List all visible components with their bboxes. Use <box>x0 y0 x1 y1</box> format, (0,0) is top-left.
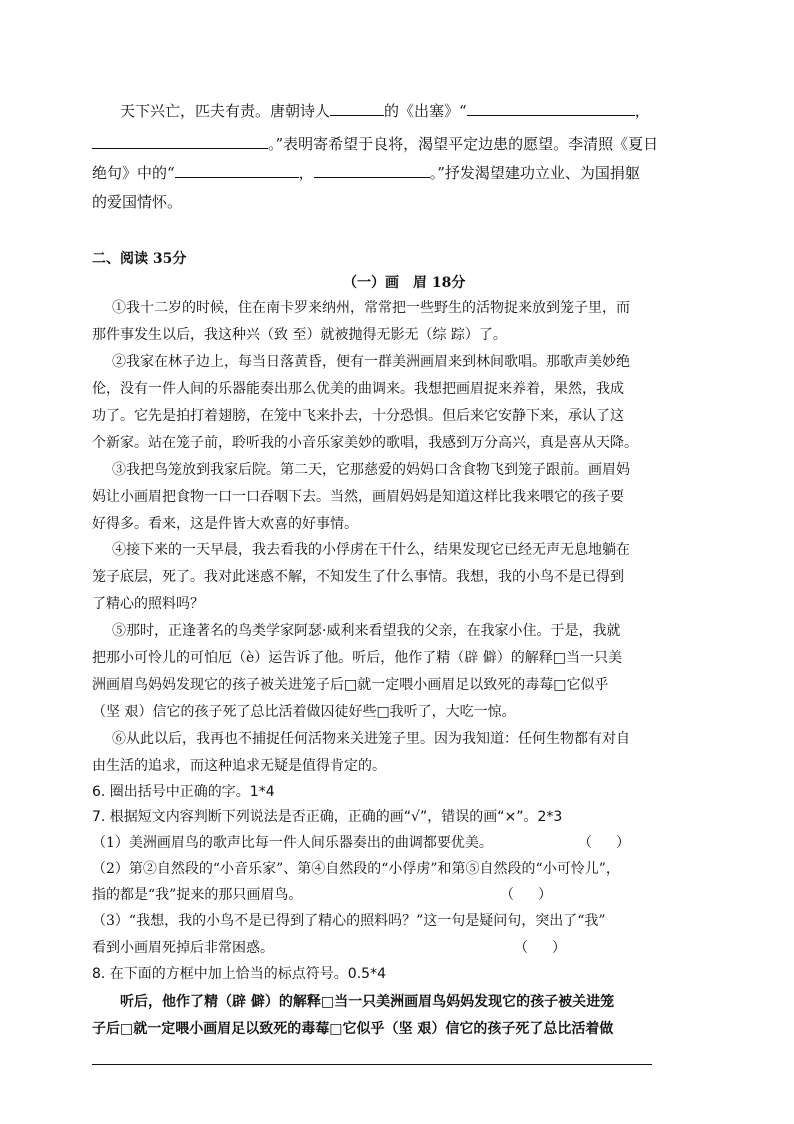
passage-line: ③我把鸟笼放到我家后院。第二天，它那慈爱的妈妈口含食物飞到笼子跟前。画眉妈 <box>112 462 630 478</box>
passage-line: 洲画眉鸟妈妈发现它的孩子被关进笼子后□就一定喂小画眉足以致死的毒莓□它似乎 <box>92 677 609 693</box>
question-6: 6. 圈出括号中正确的字。1*4 <box>92 784 275 800</box>
passage-line: 笼子底层，死了。我对此迷惑不解，不知发生了什么事情。我想，我的小鸟不是已得到 <box>92 569 624 585</box>
passage-line: 那件事发生以后，我这种兴（致 至）就被抛得无影无（综 踪）了。 <box>92 327 507 343</box>
passage-line: 功了。它先是拍打着翅膀，在笼中飞来扑去，十分恐惧。但后来它安静下来，承认了这 <box>92 408 624 424</box>
question-7-item-1 <box>92 832 493 852</box>
passage-line: 了精心的照料吗？ <box>92 596 204 612</box>
answer-blank-poet[interactable] <box>330 101 384 116</box>
answer-blank-verse-2[interactable] <box>92 134 268 149</box>
question-7: 7. 根据短文内容判断下列说法是否正确，正确的画“√”，错误的画“×”。2*3 <box>92 809 563 825</box>
question-7-item-2: （2）第②自然段的“小音乐家”、第④自然段的“小俘虏”和第⑤自然段的“小可怜儿”， <box>92 861 620 877</box>
fill-in-text: 绝句》中的“ <box>92 164 175 182</box>
section-heading: 二、阅读 35分 <box>92 251 187 267</box>
passage-line: ④接下来的一天早晨，我去看我的小俘虏在干什么，结果发现它已经无声无息地躺在 <box>112 542 630 558</box>
fill-in-text: 天下兴亡，匹夫有责。唐朝诗人 <box>120 102 331 120</box>
question-7-item-3-cont: 看到小画眉死掉后非常困惑。 <box>92 940 274 956</box>
fill-in-line-3 <box>92 162 640 183</box>
fill-in-text: 。”抒发渴望建功立业、为国捐躯 <box>429 164 640 182</box>
passage-line: ⑤那时，正逢著名的鸟类学家阿瑟·威利来看望我的父亲，在我家小住。于是，我就 <box>112 623 621 639</box>
answer-paren-3[interactable] <box>514 937 590 957</box>
fill-in-text: ， <box>634 102 650 120</box>
passage-line: ②我家在林子边上，每当日落黄昏，便有一群美洲画眉来到林间歌唱。那歌声美妙绝 <box>112 354 630 370</box>
question-7-item-2-cont: 指的都是“我”捉来的那只画眉鸟。 <box>92 887 303 903</box>
answer-blank-verse-3[interactable] <box>175 163 299 178</box>
answer-blank-verse-4[interactable] <box>314 163 430 178</box>
passage-line: （坚 艰）信它的孩子死了总比活着做囚徒好些□我听了，大吃一惊。 <box>92 704 516 720</box>
paren-text: （） <box>514 940 590 956</box>
punctuation-passage-line: 子后□就一定喂小画眉足以致死的毒莓□它似乎（坚 艰）信它的孩子死了总比活着做 <box>92 1021 614 1037</box>
passage-line: ⑥从此以后，我再也不捕捉任何活物来关进笼子里。因为我知道：任何生物都有对自 <box>112 731 630 747</box>
question-7-item-3: （3）“我想，我的小鸟不是已得到了精心的照料吗？”这一句是疑问句，突出了“我” <box>92 913 606 929</box>
fill-in-text: ， <box>298 164 314 182</box>
answer-paren-1[interactable] <box>578 832 654 852</box>
answer-paren-2[interactable] <box>500 884 576 904</box>
paren-text: （） <box>500 887 576 903</box>
passage-line: 伦，没有一件人间的乐器能奏出那么优美的曲调来。我想把画眉捉来养着，果然，我成 <box>92 381 624 397</box>
passage-line: 好得多。看来，这是件皆大欢喜的好事情。 <box>92 516 358 532</box>
fill-in-text: 的《出塞》“ <box>384 102 467 120</box>
passage-line: 把那小可怜儿的可怕厄（è）运告诉了他。听后，他作了精（辟 僻）的解释□当一只美 <box>92 650 622 666</box>
answer-blank-verse-1[interactable] <box>467 101 635 116</box>
passage-line: ①我十二岁的时候，住在南卡罗来纳州，常常把一些野生的活物捉来放到笼子里，而 <box>112 300 630 316</box>
punctuation-passage-line: 听后，他作了精（辟 僻）的解释□当一只美洲画眉鸟妈妈发现它的孩子被关进笼 <box>120 994 615 1010</box>
fill-in-line-2 <box>92 133 658 154</box>
question-8: 8. 在下面的方框中加上恰当的标点符号。0.5*4 <box>92 966 386 982</box>
statement-text: （1）美洲画眉鸟的歌声比每一件人间乐器奏出的曲调都要优美。 <box>92 835 493 851</box>
fill-in-line-4: 的爱国情怀。 <box>92 193 183 211</box>
fill-in-line-1 <box>120 100 650 121</box>
passage-title: （一）画 眉 18分 <box>343 275 466 291</box>
passage-line: 由生活的追求，而这种追求无疑是值得肯定的。 <box>92 758 386 774</box>
paren-text: （） <box>578 835 654 851</box>
passage-line: 个新家。站在笼子前，聆听我的小音乐家美妙的歌唱，我感到万分高兴，真是喜从天降。 <box>92 435 638 451</box>
passage-line: 妈让小画眉把食物一口一口吞咽下去。当然，画眉妈妈是知道这样比我来喂它的孩子要 <box>92 489 624 505</box>
fill-in-text: 。”表明寄希望于良将，渴望平定边患的愿望。李清照《夏日 <box>268 135 659 153</box>
answer-line[interactable] <box>92 1064 652 1065</box>
